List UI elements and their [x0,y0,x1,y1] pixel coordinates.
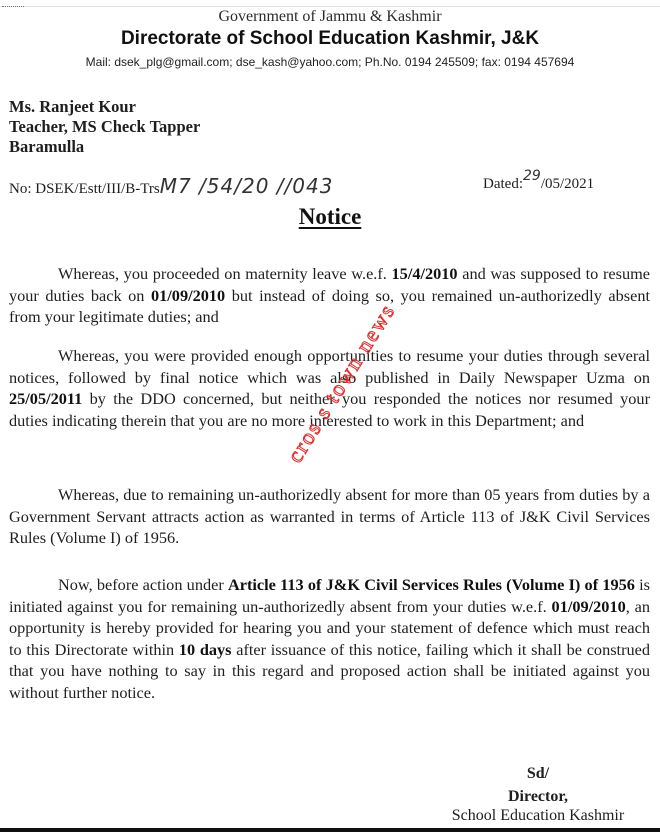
signature-mark: Sd/ [526,765,550,782]
paragraph-2 [9,345,650,431]
text: Whereas, due to remaining un-authorizedly absent for more than 05 years from duties by a Government Servant attracts action as warranted in terms of Article 113 of J&K Civil Services Rules (Volume I) of 1956. [9,485,650,547]
bottom-edge-bar [0,828,660,832]
reference-number [9,174,333,198]
text: Whereas, you proceeded on maternity leave w.e.f. [58,264,392,283]
notice-title: Notice [298,204,362,229]
directorate-heading: Directorate of School Education Kashmir, J&K [120,28,540,49]
paragraph-4 [9,574,650,703]
date-label: Dated: [483,176,523,192]
paragraph-1 [9,263,650,328]
signatory-office: School Education Kashmir [451,807,625,824]
handwritten-reference: M7 /54/20 //043 [159,174,334,198]
reference-prefix: No: DSEK/Estt/III/B-Trs [9,181,160,197]
addressee-block [9,97,200,157]
addressee-designation: Teacher, MS Check Tapper [9,117,201,136]
text: , an opportunity is hereby provided for hearing you and your statement of defence which must reach to this Directorate within [9,596,650,659]
text: but instead of doing so, you remained un-authorizedly absent from your legitimate duties; and [9,285,651,326]
text: Now, before action under [58,575,228,594]
date-line [483,168,595,193]
government-heading: Government of Jammu & Kashmir [218,8,442,25]
date-rest: /05/2021 [540,176,595,192]
resume-date: 01/09/2010 [151,285,226,305]
absence-date: 01/09/2010 [551,596,626,616]
watermark: cros s town news [281,298,401,467]
deadline: 10 days [178,639,232,659]
text: by the DDO concerned, but neither you responded the notices nor resumed your duties indicating therein that you are no more interested to work in this Department; and [9,389,650,430]
article-reference: Article 113 of J&K Civil Services Rules (Volume I) of 1956 [227,575,635,594]
leave-date: 15/4/2010 [391,264,458,283]
text: is initiated against you for remaining un-authorizedly absent from your duties w.e.f. [9,575,650,616]
addressee-name: Ms. Ranjeet Kour [9,97,136,116]
handwritten-day: 29 [522,168,541,184]
top-edge-line [0,6,660,7]
publication-date: 25/05/2011 [9,389,83,408]
signatory-designation: Director, [508,788,568,805]
contact-line: Mail: dsek_plg@gmail.com; dse_kash@yahoo.com; Ph.No. 0194 245509; fax: 0194 457694 [85,55,575,69]
text: and was supposed to resume your duties back on [9,264,650,305]
addressee-place: Baramulla [9,137,85,156]
paragraph-3 [9,484,650,549]
text: Whereas, you were provided enough opportunities to resume your duties through several notices, followed by final notice which was also published in Daily Newspaper Uzma on [9,346,650,387]
text: after issuance of this notice, failing which it shall be construed that you have nothing to say in this regard and proposed action shall be initiated against you without further notice. [9,639,651,702]
